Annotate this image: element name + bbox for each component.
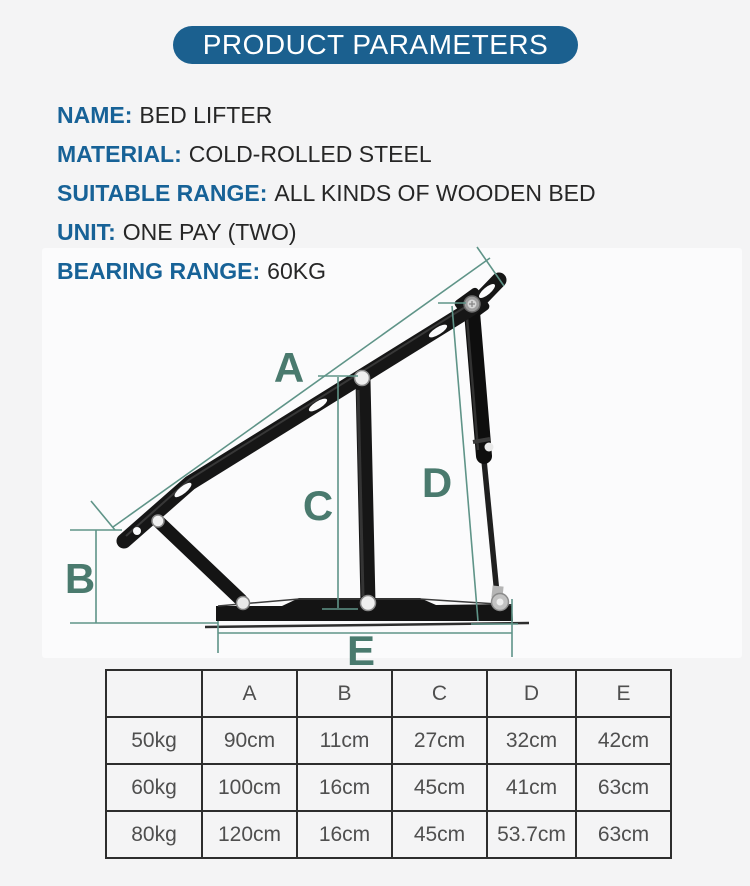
table-header-cell: E — [576, 670, 671, 717]
value-cell: 63cm — [576, 811, 671, 858]
cylinder-logo — [485, 443, 494, 452]
value-cell: 11cm — [297, 717, 392, 764]
spec-value: ONE PAY (TWO) — [122, 219, 297, 245]
table-header-cell — [106, 670, 202, 717]
parameters-table-container — [105, 669, 672, 859]
strut-base-pin — [361, 596, 376, 611]
diagram-label-d: D — [421, 459, 453, 506]
gas-spring-screw — [464, 296, 480, 312]
value-cell: 45cm — [392, 764, 487, 811]
value-cell: 45cm — [392, 811, 487, 858]
load-cell: 50kg — [106, 717, 202, 764]
value-cell: 41cm — [487, 764, 576, 811]
spec-label: BEARING RANGE: — [57, 258, 261, 284]
value-cell: 100cm — [202, 764, 297, 811]
spec-line-unit — [57, 213, 596, 252]
table-header-row — [106, 670, 671, 717]
spec-label: MATERIAL: — [57, 141, 182, 167]
value-cell: 90cm — [202, 717, 297, 764]
page-title: PRODUCT PARAMETERS — [173, 26, 578, 64]
spec-value: 60KG — [267, 258, 326, 284]
value-cell: 27cm — [392, 717, 487, 764]
value-cell: 42cm — [576, 717, 671, 764]
value-cell: 16cm — [297, 764, 392, 811]
diagram-label-c: C — [302, 482, 334, 529]
spec-value: COLD-ROLLED STEEL — [188, 141, 432, 167]
spec-list — [57, 96, 596, 291]
parameters-table — [105, 669, 672, 859]
spec-value: BED LIFTER — [139, 102, 273, 128]
value-cell: 120cm — [202, 811, 297, 858]
table-header-cell: A — [202, 670, 297, 717]
diagram-label-e: E — [346, 627, 376, 674]
spec-line-suitable-range — [57, 174, 596, 213]
table-header-cell: C — [392, 670, 487, 717]
table-row — [106, 811, 671, 858]
value-cell: 53.7cm — [487, 811, 576, 858]
spec-line-bearing-range — [57, 252, 596, 291]
diagram-label-b: B — [64, 555, 96, 602]
arm-link-pin — [152, 515, 164, 527]
link-base-pin — [237, 597, 250, 610]
arm-strut-pin — [355, 371, 370, 386]
rod-end-fitting-center — [497, 599, 504, 606]
table-row — [106, 717, 671, 764]
load-cell: 80kg — [106, 811, 202, 858]
diagram-label-a: A — [273, 344, 305, 391]
spec-line-material — [57, 135, 596, 174]
value-cell: 16cm — [297, 811, 392, 858]
table-row — [106, 764, 671, 811]
load-cell: 60kg — [106, 764, 202, 811]
spec-label: UNIT: — [57, 219, 116, 245]
spec-label: SUITABLE RANGE: — [57, 180, 268, 206]
table-header-cell: B — [297, 670, 392, 717]
spec-line-name — [57, 96, 596, 135]
spec-label: NAME: — [57, 102, 133, 128]
spec-value: ALL KINDS OF WOODEN BED — [274, 180, 596, 206]
photo-background — [42, 248, 742, 658]
value-cell: 32cm — [487, 717, 576, 764]
table-header-cell: D — [487, 670, 576, 717]
value-cell: 63cm — [576, 764, 671, 811]
